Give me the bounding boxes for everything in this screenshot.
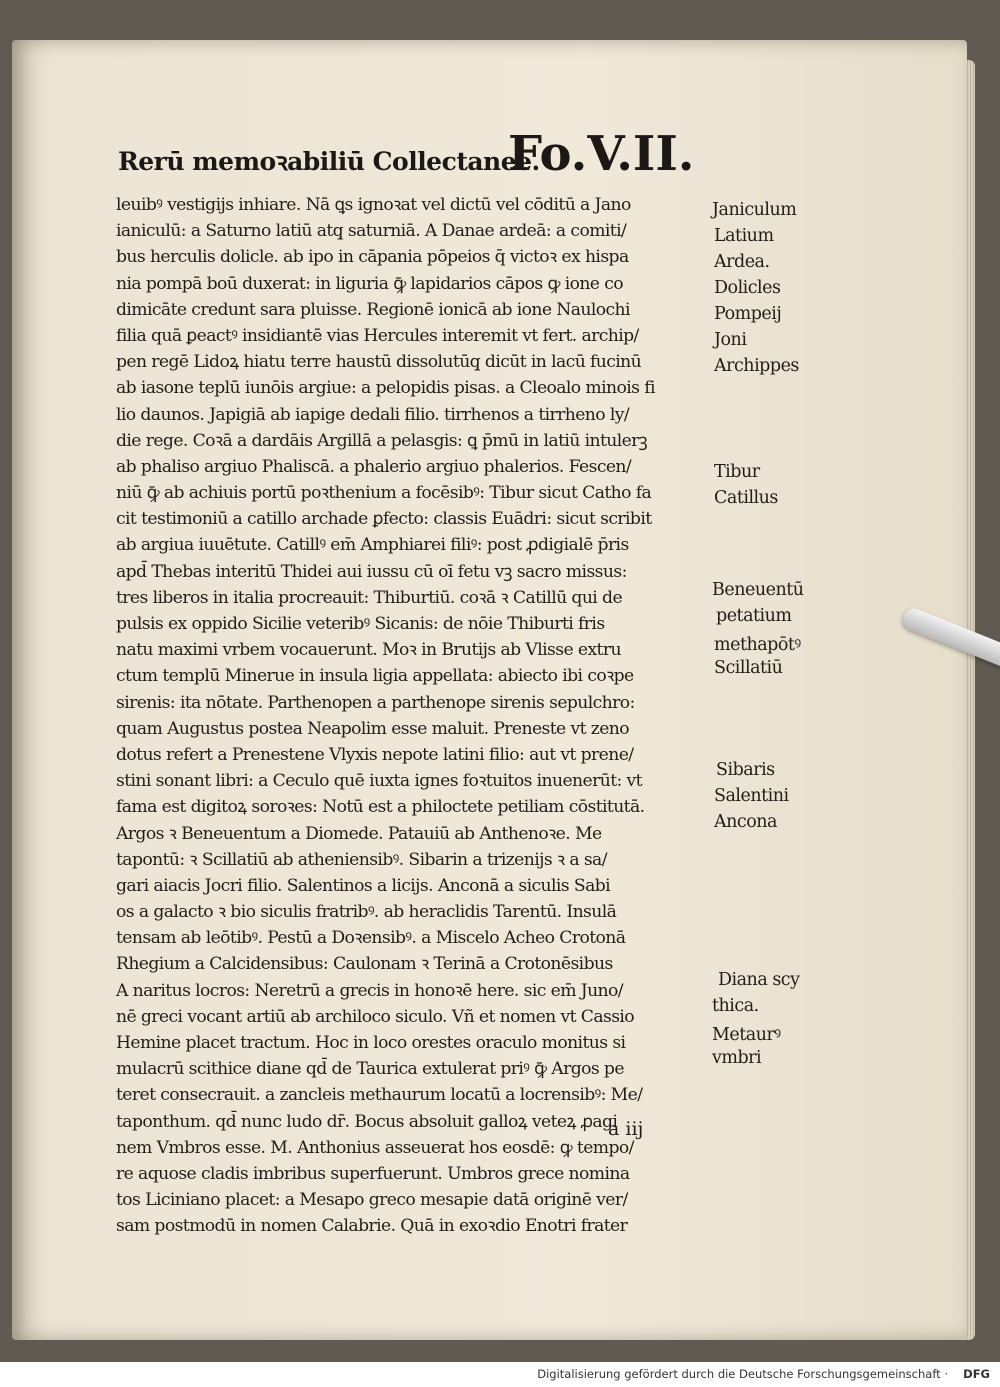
running-title: Rerū memoꝛabiliū Collectanee.: [118, 147, 540, 176]
margin-note: Diana scy: [718, 970, 800, 990]
text-line: ab argiua iuuētute. Catillꝰ em̄ Amphiarei filiꝰ: post ꝓdigialē p̄ris: [116, 535, 629, 556]
margin-note: vmbri: [712, 1048, 762, 1068]
margin-note: Dolicles: [714, 278, 781, 298]
text-line: apd̄ Thebas interitū Thidei aui iussu cū oī fetu vꝫ sacro missus:: [116, 561, 627, 582]
margin-note: Joni: [714, 330, 747, 350]
text-line: os a galacto ꝛ bio siculis fratribꝰ. ab heraclidis Tarentū. Insulā: [116, 902, 617, 923]
text-line: sam postmodū in nomen Calabrie. Quā in exoꝛdio Enotri frater: [116, 1216, 628, 1237]
text-line: Rhegium a Calcidensibus: Caulonam ꝛ Terinā a Crotonēsibus: [116, 954, 613, 975]
text-line: sirenis: ita nōtate. Parthenopen a parthenope sirenis sepulchro:: [116, 692, 635, 713]
text-line: bus herculis dolicle. ab ipo in cāpania pōpeios q̄ victoꝛ ex hispa: [116, 247, 629, 268]
text-line: taponthum. qd̄ nunc ludo dr̄. Bocus absoluit galloꝝ veteꝝ ꝓagi: [116, 1111, 618, 1132]
margin-note: thica.: [712, 996, 759, 1016]
text-line: tapontū: ꝛ Scillatiū ab atheniensibꝰ. Sibarin a trizenijs ꝛ a sa/: [116, 849, 607, 870]
funding-credit: Digitalisierung gefördert durch die Deutsche Forschungsgemeinschaft ·: [537, 1367, 948, 1381]
text-line: dotus refert a Prenestene Vlyxis nepote latini filio: aut vt prene/: [116, 744, 634, 765]
margin-note: Scillatiū: [714, 658, 783, 678]
text-line: niū ꝙ̄ ab achiuis portū poꝛthenium a focēsibꝰ: Tibur sicut Catho fa: [116, 483, 652, 504]
text-line: A naritus locros: Neretrū a grecis in honoꝛē here. sic em̄ Juno/: [116, 980, 623, 1001]
margin-note: Janiculum: [712, 200, 797, 220]
text-line: mulacrū scithice diane qd̄ de Taurica extulerat priꝰ ꝙ̄ Argos pe: [116, 1059, 624, 1080]
margin-note: Tibur: [714, 462, 760, 482]
footer-bar: [0, 1362, 1000, 1387]
text-line: ianiculū: a Saturno latiū atq̧ saturniā. A Danae ardeā: a comiti/: [116, 221, 627, 242]
text-line: filia quā ꝑeactꝰ insidiantē vias Hercules interemit vt fert. archip/: [116, 325, 639, 346]
text-line: Hemine placet tractum. Hoc in loco orestes oraculo monitus si: [116, 1033, 626, 1053]
signature-mark: a iij: [608, 1118, 644, 1140]
text-line: ab phaliso argiuo Phaliscā. a phalerio argiuo phalerios. Fescen/: [116, 456, 632, 477]
text-line: cit testimoniū a catillo archade ꝑfecto: classis Euādri: sicut scribit: [116, 509, 652, 530]
text-line: natu maximi vrbem vocauerunt. Moꝛ in Brutijs ab Vlisse extru: [116, 640, 621, 661]
text-line: Argos ꝛ Beneuentum a Diomede. Patauiū ab Anthenoꝛe. Me: [116, 823, 602, 844]
text-line: die rege. Coꝛā a dardāis Argillā a pelasgis: ꝗ p̄mū in latiū intulerꝫ: [116, 430, 648, 451]
margin-note: methapōtꝰ: [714, 635, 801, 655]
text-line: tos Liciniano placet: a Mesapo greco mesapie datā originē ver/: [116, 1190, 628, 1211]
margin-note: Salentini: [714, 786, 789, 806]
text-line: ctum templū Minerue in insula ligia appellata: abiecto ibi coꝛpe: [116, 666, 634, 687]
main-text-block: [116, 192, 716, 1240]
margin-note: petatium: [716, 606, 792, 626]
text-line: tensam ab leōtibꝰ. Pestū a Doꝛensibꝰ. a Miscelo Acheo Crotonā: [116, 928, 626, 949]
text-line: leuibꝰ vestigijs inhiare. Nā ꝗs ignoꝛat vel dictū vel cōditū a Jano: [116, 195, 631, 215]
text-line: teret consecrauit. a zancleis methaurum locatū a locrensibꝰ: Me/: [116, 1085, 643, 1106]
text-line: pulsis ex oppido Sicilie veteribꝰ Sicanis: de nōie Thiburti fris: [116, 614, 605, 634]
margin-note: Catillus: [714, 488, 778, 508]
margin-note: Sibaris: [716, 760, 775, 780]
text-line: fama est digitoꝝ soroꝛes: Notū est a philoctete petiliam cōstitutā.: [116, 797, 645, 818]
folio-number: Fo.V.II.: [508, 126, 695, 182]
margin-note: Ancona: [714, 812, 777, 832]
text-line: gari aiacis Jocri filio. Salentinos a licijs. Anconā a siculis Sabi: [116, 875, 611, 896]
text-line: nia pompā boū duxerat: in liguria ꝙ̄ lapidarios cāpos ꝙ ione co: [116, 273, 624, 294]
margin-note: Beneuentū: [712, 580, 804, 600]
text-line: tres liberos in italia procreauit: Thiburtiū. coꝛā ꝛ Catillū qui de: [116, 587, 623, 608]
text-line: nē greci vocant artiū ab archiloco siculo. Vñ et nomen vt Cassio: [116, 1006, 635, 1027]
margin-note: Ardea.: [714, 252, 770, 272]
text-line: nem Vmbros esse. M. Anthonius asseuerat hos eosdē: ꝙ tempo/: [116, 1137, 634, 1158]
text-line: lio daunos. Japigiā ab iapige dedali filio. tirrhenos a tirrheno ly/: [116, 404, 630, 425]
text-line: ab iasone teplū iunōis argiue: a pelopidis pisas. a Cleoalo minois fi: [116, 378, 655, 399]
text-line: dimicāte credunt sara pluisse. Regionē ionicā ab ione Naulochi: [116, 299, 630, 320]
text-line: quam Augustus postea Neapolim esse maluit. Preneste vt zeno: [116, 718, 630, 739]
text-line: pen regē Lidoꝝ hiatu terre haustū dissolutūq̧ dicūt in lacū fucinū: [116, 352, 642, 373]
margin-note: Pompeij: [714, 304, 782, 324]
margin-note: Archippes: [714, 356, 799, 376]
text-line: re aquose cladis imbribus superfuerunt. Umbros grece nomina: [116, 1163, 630, 1184]
margin-note: Latium: [714, 226, 774, 246]
text-line: stini sonant libri: a Ceculo quē iuxta ignes foꝛtuitos inuenerūt: vt: [116, 771, 642, 792]
margin-note: Metaurꝰ: [712, 1025, 781, 1045]
dfg-logo: DFG: [963, 1367, 990, 1381]
